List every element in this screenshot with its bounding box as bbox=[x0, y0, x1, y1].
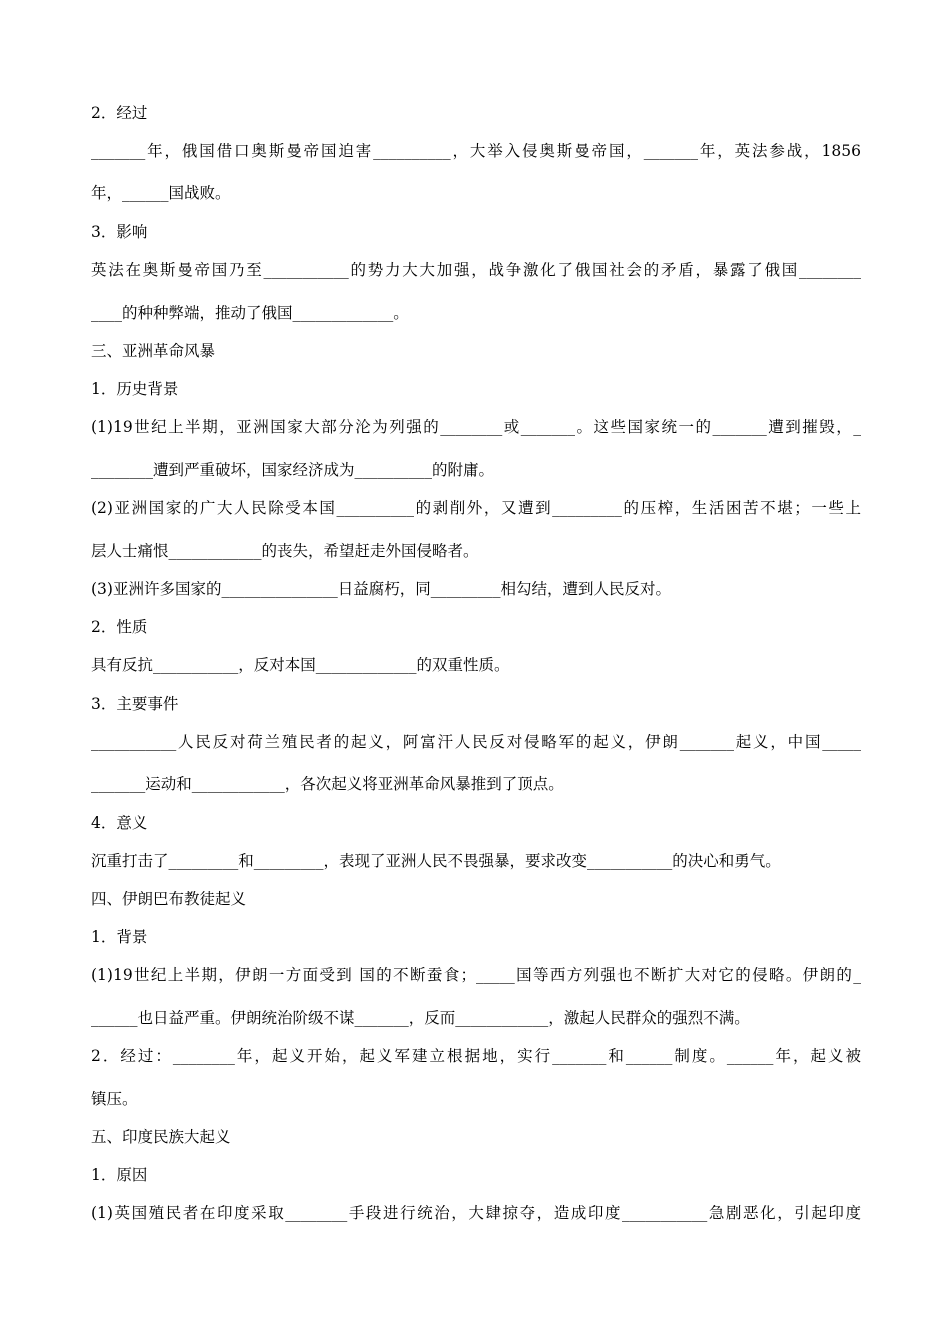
subsection-heading: 3．影响 bbox=[91, 223, 148, 241]
text-line: ________遭到严重破坏，国家经济成为__________的附庸。 bbox=[91, 461, 495, 479]
text-line: 层人士痛恨____________的丧失，希望赶走外国侵略者。 bbox=[91, 542, 479, 560]
section-heading: 三、亚洲革命风暴 bbox=[91, 342, 216, 360]
text-line: _______年，俄国借口奥斯曼帝国迫害__________，大举入侵奥斯曼帝国，_______年，英法参战，1856 bbox=[91, 142, 861, 160]
subsection-heading: 1．原因 bbox=[91, 1166, 148, 1184]
text-line: (1)英国殖民者在印度采取________手段进行统治，大肆掠夺，造成印度___________急剧恶化，引起印度 bbox=[91, 1204, 861, 1222]
text-line: ___________人民反对荷兰殖民者的起义，阿富汗人民反对侵略军的起义，伊朗_______起义，中国_____ bbox=[91, 733, 861, 751]
text-line: 具有反抗___________，反对本国_____________的双重性质。 bbox=[91, 656, 510, 674]
text-line: (2)亚洲国家的广大人民除受本国__________的剥削外，又遭到_________的压榨，生活困苦不堪；一些上 bbox=[91, 499, 861, 517]
text-line: ____的种种弊端，推动了俄国_____________。 bbox=[91, 304, 409, 322]
text-line: 年，______国战败。 bbox=[91, 184, 231, 202]
text-line: ______也日益严重。伊朗统治阶级不谋_______，反而____________，激起人民群众的强烈不满。 bbox=[91, 1009, 750, 1027]
subsection-heading: 2．性质 bbox=[91, 618, 148, 636]
text-line: 沉重打击了_________和_________，表现了亚洲人民不畏强暴，要求改变___________的决心和勇气。 bbox=[91, 852, 781, 870]
text-line: (3)亚洲许多国家的_______________日益腐朽，同_________相勾结，遭到人民反对。 bbox=[91, 580, 671, 598]
subsection-heading: 2．经过 bbox=[91, 104, 148, 122]
subsection-heading: 1．背景 bbox=[91, 928, 148, 946]
subsection-heading: 4．意义 bbox=[91, 814, 148, 832]
subsection-heading: 1．历史背景 bbox=[91, 380, 179, 398]
text-line: 2．经过：________年，起义开始，起义军建立根据地，实行_______和______制度。______年，起义被 bbox=[91, 1047, 861, 1065]
text-line: (1)19世纪上半期，伊朗一方面受到 国的不断蚕食；_____国等西方列强也不断扩大对它的侵略。伊朗的_ bbox=[91, 966, 861, 984]
text-line: (1)19世纪上半期，亚洲国家大部分沦为列强的________或_______。这些国家统一的_______遭到摧毁，_ bbox=[91, 418, 861, 436]
text-line: 英法在奥斯曼帝国乃至___________的势力大大加强，战争激化了俄国社会的矛盾，暴露了俄国________ bbox=[91, 261, 861, 279]
subsection-heading: 3．主要事件 bbox=[91, 695, 179, 713]
text-line: _______运动和____________，各次起义将亚洲革命风暴推到了顶点。 bbox=[91, 775, 564, 793]
section-heading: 四、伊朗巴布教徒起义 bbox=[91, 890, 247, 908]
text-line: 镇压。 bbox=[91, 1090, 138, 1108]
section-heading: 五、印度民族大起义 bbox=[91, 1128, 231, 1146]
